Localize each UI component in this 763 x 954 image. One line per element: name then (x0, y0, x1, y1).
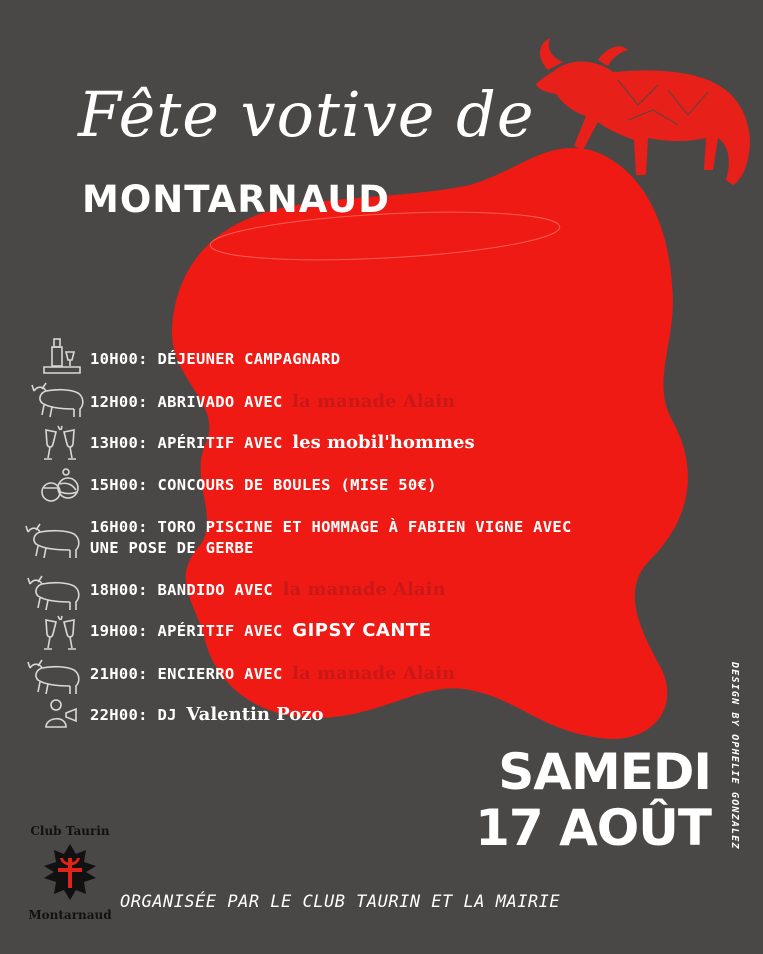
schedule-time: 15H00: (90, 476, 148, 494)
schedule-highlight: Valentin Pozo (186, 704, 324, 725)
event-date (475, 744, 711, 856)
petanque-balls-icon (38, 466, 82, 506)
schedule-time: 22H00: (90, 706, 148, 724)
schedule-text: ENCIERRO AVEC (157, 665, 283, 683)
bull-icon (24, 654, 86, 696)
schedule-item (90, 391, 455, 412)
organizer-footer: ORGANISÉE PAR LE CLUB TAURIN ET LA MAIRIE (120, 892, 561, 912)
picnic-icon (42, 336, 82, 376)
schedule-item (90, 704, 324, 725)
schedule-text: DJ (157, 706, 177, 724)
schedule-item (90, 432, 475, 453)
schedule-text: DÉJEUNER CAMPAGNARD (157, 350, 341, 368)
schedule-time: 13H00: (90, 434, 148, 452)
logo-top-text: Club Taurin (30, 824, 110, 838)
champagne-glasses-icon (40, 614, 80, 654)
occitan-cross-icon (40, 840, 100, 904)
bull-icon (30, 379, 88, 419)
schedule-item (90, 663, 455, 684)
event-day: SAMEDI (498, 743, 711, 801)
title-town: MONTARNAUD (82, 178, 390, 221)
champagne-glasses-icon (40, 424, 80, 464)
schedule-highlight: la manade Alain (292, 391, 456, 412)
schedule-time: 21H00: (90, 665, 148, 683)
schedule-highlight: GIPSY CANTE (292, 620, 432, 641)
event-day-month: 17 AOÛT (475, 799, 711, 857)
schedule-text: BANDIDO AVEC (157, 581, 274, 599)
schedule-highlight: les mobil'hommes (292, 432, 475, 453)
schedule-time: 12H00: (90, 393, 148, 411)
schedule-time: 19H00: (90, 622, 148, 640)
bull-icon (22, 518, 86, 562)
schedule-item (90, 476, 437, 494)
charging-bull-icon (528, 30, 758, 190)
schedule-time: 10H00: (90, 350, 148, 368)
designer-credit: DESIGN BY OPHELIE GONZALEZ (729, 662, 740, 850)
bull-icon (24, 570, 86, 612)
schedule-text: APÉRITIF AVEC (157, 434, 283, 452)
schedule-text: CONCOURS DE BOULES (MISE 50€) (157, 476, 437, 494)
schedule-time: 16H00: (90, 518, 148, 536)
dj-icon (40, 697, 80, 731)
schedule-item (90, 517, 572, 559)
title-script: Fête votive de (78, 78, 535, 151)
schedule-text-continued: UNE POSE DE GERBE (90, 539, 254, 557)
schedule-item (90, 620, 432, 641)
schedule-highlight: la manade Alain (282, 579, 446, 600)
schedule-text: ABRIVADO AVEC (157, 393, 283, 411)
schedule-text: TORO PISCINE ET HOMMAGE À FABIEN VIGNE AVEC (157, 518, 572, 536)
logo-bottom-text: Montarnaud (28, 908, 112, 922)
schedule-time: 18H00: (90, 581, 148, 599)
schedule-item (90, 350, 340, 368)
schedule-highlight: la manade Alain (292, 663, 456, 684)
club-taurin-logo (18, 818, 122, 930)
schedule-text: APÉRITIF AVEC (157, 622, 283, 640)
schedule-item (90, 579, 446, 600)
